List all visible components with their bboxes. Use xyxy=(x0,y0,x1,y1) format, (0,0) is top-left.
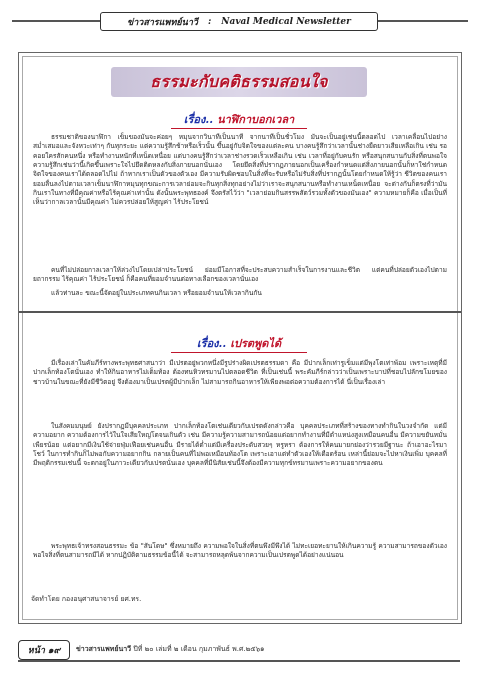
article-credit: จัดทำโดย กองอนุศาสนาจารย์ ยศ.ทร. xyxy=(31,595,142,603)
section-divider xyxy=(19,311,461,313)
section1-mark: เรื่อง.. xyxy=(183,113,214,126)
main-title-banner xyxy=(111,67,367,97)
page-label: หน้า xyxy=(27,646,45,656)
section1-paragraph-1: ธรรมชาติของนาฬิกา เข็มของมันจะค่อยๆ หมุนจากวินาทีเป็นนาที จากนาทีเป็นชั่วโมง มันจะเป็นอยู่เช่นนี้ตลอดไป เวลาเคลื่อนไปอย่างสม่ำเสมอและจังหวะเท่าๆ กันทุกระยะ แต่ความรู้สึกช้าหรือเร็วนั้น ขึ้นอยู่กับจิตใจของแต่ละคน บางคนรู้สึกว่าเวลานั้นช่างยืดยาวเสียเหลือเกิน เช่น รอคอยใครสักคนหนึ่ง หรือทำงานหนักที่เหน็ดเหนื่อย แต่บางคนรู้สึกว่าเวลาช่างรวดเร็วเหลือเกิน เช่น เวลาที่อยู่กับคนรัก หรือสนุกสนานกับสิ่งที่ตนพอใจ ความรู้สึกเช่นว่านี้เกิดขึ้นเพราะใจไปยึดติดหลงกับสิ่งภายนอกนั่นเอง โดยยึดสิ่งที่ปรากฏภายนอกเป็นเครื่องกำหนดแต่สิ่งภายนอกนั้นก็หาใช่กำหนดจิตใจของคนเราได้ตลอดไปไม่ ถ้าหากเราเป็นตัวของตัวเอง มีความรับผิดชอบในสิ่งที่จะรับหรือไม่รับสิ่งที่ปรากฏนั้นโดยกำหนดให้รู้ว่า ชีวิตของคนเรายอมลื่นลงไปตามเวลาเข็มนาฬิกาหมุนทุกขณะการเวลาย่อมจะกินทุกสิ่งทุกอย่างไม่ว่าเราจะสนุกสนานหรือทำงานเหน็ดเหนื่อย จะต่างกันก็ตรงที่ว่ามันกินเราในทางที่มีคุณค่าหรือไร้คุณค่าเท่านั้น ดังนั้นพระพุทธองค์ จึงตรัสไว้ว่า "เวลาย่อมกินสรรพสัตว์รวมทั้งตัวของมันเอง" ความหมายก็คือ เมื่อเป็นที่เห็นว่ากาลเวลานั้นมีคุณค่า ไม่ควรปล่อยให้สูญค่า ไร้ประโยชน์ xyxy=(33,133,447,207)
section2-title xyxy=(169,335,309,351)
section2-paragraph-1: มีเรื่องเล่าในคัมภีร์ทางพระพุทธศาสนาว่า มีเปรตอยู่พวกหนึ่งมีรูปร่างผิดเปรตธรรมดา คือ มีปากเล็กเท่ารูเข็มแต่มีพุงโตเท่าพ้อม เพราะเหตุที่มีปากเล็กท้องโตนั่นเอง ทำให้กินอาหารไม่เต็มท้อง ต้องทนหิวทรมานไปตลอดชีวิต ที่เป็นเช่นนี้ พระคัมภีร์กล่าวว่าเป็นเพราะบาปที่ชอบไปลักขโมยของชาวบ้านในขณะที่ยังมีชีวิตอยู่ จึงต้องมาเป็นเปรตผู้มีปากเล็ก ไม่สามารถกินอาหารให้เพียงพอต่อความต้องการได้ นี่เป็นเรื่องเล่า xyxy=(33,359,447,386)
header-thai-title: ข่าวสารแพทย์นาวี xyxy=(127,17,198,28)
page-number: ๑๙ xyxy=(47,646,61,656)
section2-paragraph-3: พระพุทธเจ้าทรงสอนธรรมะ ข้อ "สันโดษ" ซึ่งหมายถึง ความพอใจในสิ่งที่ตนพึงมีพึงได้ ไม่ทะเยอทะยานให้เกินความรู้ ความสามารถของตัวเอง พอใจสิ่งที่ตนสามารถมีได้ หากปฏิบัติตามธรรมข้อนี้ได้ จะสามารถหลุดพ้นจากความเป็นเปรตพูดได้อย่างแน่นอน xyxy=(33,542,447,560)
section2-mark: เรื่อง.. xyxy=(196,337,227,350)
section1-paragraph-3: แล้วท่านละ ขณะนี้จัดอยู่ในประเภทคนกินเวลา หรือยอมจำนนให้เวลากินกัน xyxy=(51,289,262,297)
section1-title xyxy=(169,111,309,127)
footer-issue-info xyxy=(76,644,264,655)
footer-rule xyxy=(18,660,460,662)
section2-paragraph-2: ในสังคมมนุษย์ ยังปรากฏมีบุคคลประเภท ปากเล็กท้องโตเช่นเดียวกับเปรตดังกล่าวคือ บุคคลประเภทที่สร้างของทางทำกินในวงจำกัด แต่มีความอยาก ความต้องการไว้ในใจเสียใหญ่โตจนเกินตัว เช่น มีความรู้ความสามารถน้อยแต่อยากทำงานที่มีตำแหน่งสูงเหมือนคนอื่น มีความขยันหมั่นเพียรน้อย แต่อยากมีเงินใช้จ่ายฟุ่มเฟือยเช่นคนอื่น มีรายได้ต่ำแต่มีเครื่องประดับสวยๆ หรูหรา ต้องการให้คนมายกย่องว่ารวยมีฐานะ ถ้าเอาอะไรมาโชว์ ในการทำกินก็ไม่พอกับความอยากกิน กลายเป็นคนที่ไม่พอเหมือนท้องโต เพราะเอาแต่ทำตัวเองให้เดือดร้อน เหล่านี้ย่อมจะไปหาเงินเพิ่ม บุคคลที่มีพฤติกรรมเช่นนี้ จะตกอยู่ในภาวะเดียวกับเปรตนั่นเอง บุคคลที่มีนิสัยเช่นนี้จึงต้องมีความทุกข์ทรมานเพราะความอยากของตน xyxy=(33,422,447,468)
header-english-title: Naval Medical Newsletter xyxy=(221,16,351,27)
page-footer xyxy=(18,636,460,664)
header-separator: : xyxy=(207,16,212,27)
newsletter-header xyxy=(12,6,468,40)
main-title: ธรรมะกับคติธรรมสอนใจ xyxy=(150,71,328,91)
section2-title-text: เปรตพูดได้ xyxy=(230,337,282,350)
footer-issue: ปีที่ ๒๐ เล่มที่ ๒ เดือน กุมภาพันธ์ พ.ศ.๒๕๖๑ xyxy=(133,645,265,653)
section1-paragraph-2: คนที่ไม่ปล่อยกาลเวลาให้ล่วงไปโดยเปล่าประโยชน์ ย่อมมีโอกาสที่จะประสบความสำเร็จในการงานและชีวิต แต่คนที่ปล่อยตัวเองไปตามยถากรรม ไร้คุณค่า ไร้ประโยชน์ ก็คือคนที่ยอมจำนนต่อทางเลือกของเวลานั่นเอง xyxy=(33,266,447,284)
header-title-box xyxy=(100,12,378,31)
page-number-tab xyxy=(18,640,70,660)
footer-publication: ข่าวสารแพทย์นาวี xyxy=(76,645,132,653)
section1-title-text: นาฬิกาบอกเวลา xyxy=(217,113,295,126)
article-frame xyxy=(18,52,462,624)
